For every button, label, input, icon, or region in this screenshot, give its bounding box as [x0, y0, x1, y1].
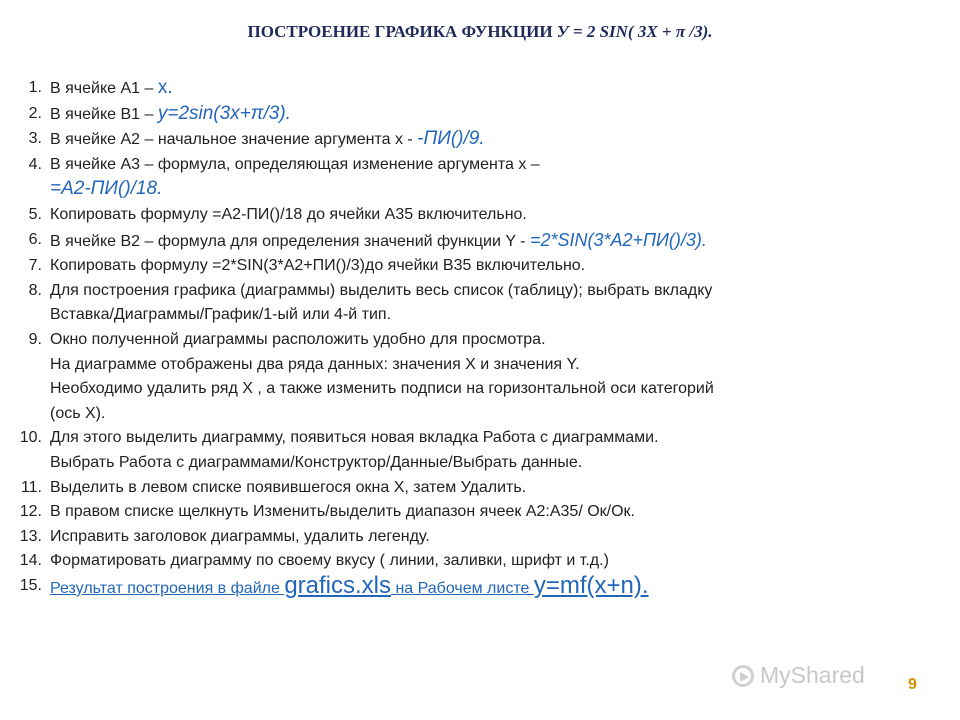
item-text: Для построения графика (диаграммы) выделить весь список (таблицу); выбрать вкладку [50, 281, 713, 299]
list-item [8, 76, 953, 102]
item-text: В ячейке А3 – формула, определяющая изменение аргумента х – [50, 155, 540, 173]
item-text: Копировать формулу =2*SIN(3*A2+ПИ()/3)до ячейки В35 включительно. [50, 257, 586, 275]
play-icon [732, 665, 754, 687]
list-item [8, 279, 953, 304]
item-highlight: -ПИ()/9. [417, 128, 485, 150]
item-number: 11. [20, 478, 42, 496]
item-number: 14. [19, 552, 42, 570]
result-sheet-link[interactable]: y=mf(x+n). [533, 571, 649, 599]
result-link[interactable] [50, 571, 953, 602]
item-text: В ячейке А2 – начальное значение аргумента х - [50, 131, 418, 149]
item-text: Окно полученной диаграммы расположить удобно для просмотра. [50, 330, 546, 348]
item-text: В ячейке В2 – формула для определения значений функции Y - [50, 232, 530, 250]
list-item-continuation [8, 177, 953, 203]
item-number: 1. [28, 79, 42, 96]
item-number: 6. [28, 230, 42, 248]
item-highlight: =2*SIN(3*A2+ПИ()/3). [529, 229, 707, 250]
list-item [8, 328, 953, 353]
title-formula: У = 2 SIN( 3X + π /3). [556, 22, 713, 41]
result-link-text[interactable]: Результат построения в файле [50, 579, 285, 597]
title-text: ПОСТРОЕНИЕ ГРАФИКА ФУНКЦИИ [247, 22, 557, 41]
list-item-continuation: Вставка/Диаграммы/График/1-ый или 4-й тип. [50, 306, 392, 324]
item-text: Выделить в левом списке появившегося окна Х, затем Удалить. [50, 478, 527, 496]
item-text: Форматировать диаграмму по своему вкусу ( линии, заливки, шрифт и т.д.) [50, 552, 609, 570]
item-number: 13. [19, 527, 42, 545]
watermark [732, 662, 865, 689]
list-item [8, 228, 953, 255]
watermark-text: MyShared [760, 662, 865, 688]
item-text: В ячейке А1 – [50, 80, 158, 97]
list-item [8, 571, 953, 602]
result-file-link[interactable]: grafics.xls [284, 571, 391, 599]
list-item [8, 476, 953, 501]
item-highlight: х. [157, 77, 173, 98]
item-text: В правом списке щелкнуть Изменить/выделить диапазон ячеек А2:А35/ Ок/Ок. [50, 503, 635, 521]
item-text: Исправить заголовок диаграммы, удалить легенду. [50, 527, 430, 545]
item-highlight: =А2-ПИ()/18. [50, 178, 163, 200]
item-number: 10. [19, 429, 42, 447]
item-number: 5. [28, 205, 42, 223]
item-number: 3. [28, 130, 42, 148]
list-item [8, 153, 953, 178]
list-item-continuation: На диаграмме отображены два ряда данных: значения Х и значения Y. [50, 355, 580, 373]
list-item-continuation: Необходимо удалить ряд Х , а также изменить подписи на горизонтальной оси категорий [50, 380, 714, 398]
item-text: В ячейке В1 – [50, 105, 158, 123]
item-number: 8. [28, 281, 42, 299]
result-sheet-text[interactable]: на Рабочем листе [391, 579, 534, 597]
item-number: 9. [28, 330, 42, 348]
item-number: 2. [28, 104, 42, 122]
item-highlight: y=2sin(3x+π/3). [157, 102, 291, 124]
list-item [8, 549, 953, 574]
list-item [8, 500, 953, 525]
list-item [8, 203, 953, 228]
list-item [8, 127, 953, 153]
item-text: Для этого выделить диаграмму, появиться новая вкладка Работа с диаграммами. [50, 429, 659, 447]
list-item-continuation: (ось Х). [50, 404, 106, 422]
item-number: 15. [19, 576, 42, 594]
list-item [8, 254, 953, 279]
item-text: Копировать формулу =А2-ПИ()/18 до ячейки А35 включительно. [50, 205, 527, 223]
slide-title [0, 22, 960, 42]
item-number: 12. [19, 503, 42, 521]
list-item-continuation: Выбрать Работа с диаграммами/Конструктор/Данные/Выбрать данные. [50, 453, 583, 471]
list-item [8, 426, 953, 451]
list-item [8, 525, 953, 550]
item-number: 4. [28, 155, 42, 173]
instruction-list [8, 76, 953, 601]
page-number: 9 [908, 676, 917, 693]
list-item [8, 102, 953, 128]
item-number: 7. [28, 257, 42, 275]
